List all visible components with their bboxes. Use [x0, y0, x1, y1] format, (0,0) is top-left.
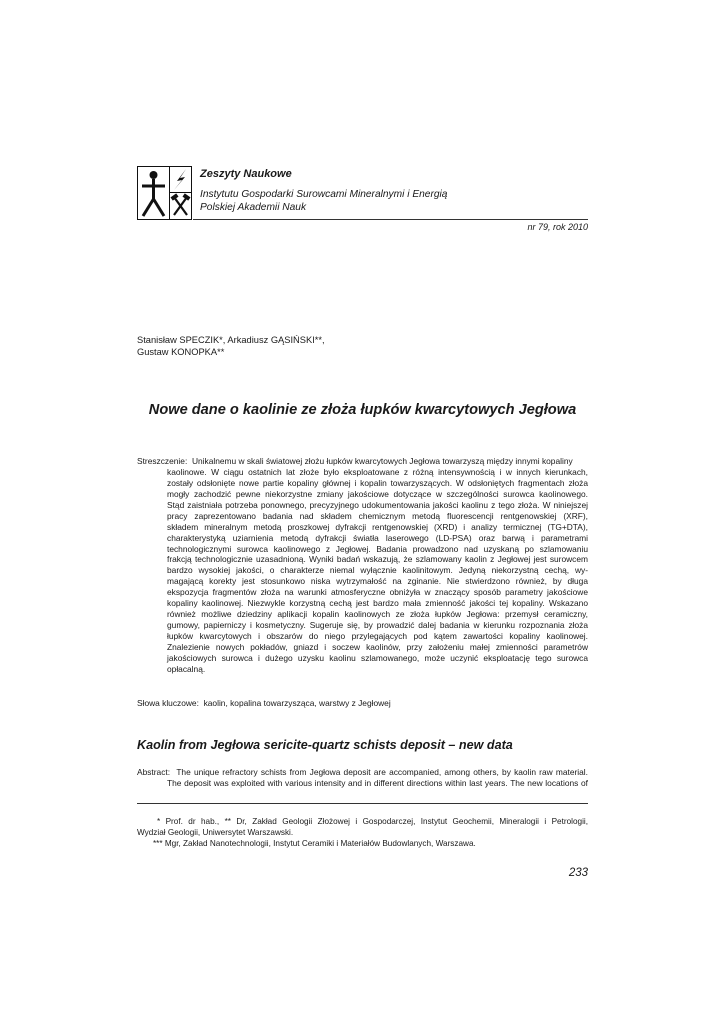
keywords-label: Słowa kluczowe: — [137, 698, 199, 708]
header-rule — [193, 219, 588, 220]
abstract-pl-line: frakcją technologicznie uzasadnioną. Wyniki badań wskazują, że szlamowany kaolin z Jegłowej jest surowcem — [167, 554, 588, 565]
abstract-pl-line: charakterystyką uziarnienia metodą dyfrakcji światła laserowego (LD-PSA) oraz barwą i parametrami — [167, 532, 588, 543]
abstract-pl-line: łupków kwarcytowych i obszarów do niego przylegających pod kątem zawartości kopaliny kaolinowej. — [167, 631, 588, 642]
abstract-pl-first-line — [137, 456, 588, 467]
abstract-en-first-line — [137, 767, 588, 778]
abstract-pl-line: mogły zachodzić pewne niekorzystne zmiany jakościowe dotyczące w szczególności surowca kaolinowego. — [167, 488, 588, 499]
abstract-en-line-2: The deposit was exploited with various intensity and in different directions within last years. The new locations of — [167, 778, 588, 789]
footnote-rule — [137, 803, 588, 804]
journal-name: Zeszyty Naukowe — [200, 168, 292, 180]
abstract-en-first-text: The unique refractory schists from Jegłowa deposit are accompanied, among others, by kaolin raw material. — [176, 767, 588, 777]
abstract-pl-line: opłacalną. — [167, 663, 206, 674]
abstract-pl-first-text: Unikalnemu w skali światowej złożu łupków kwarcytowych Jegłowa towarzyszą między innymi kopaliny — [191, 456, 573, 466]
abstract-pl-line: technologicznymi surowca kaolinowego z Jegłowej. Badania prowadzono nad uzyskaną po szlamowaniu — [167, 543, 588, 554]
institute-line-2: Polskiej Akademii Nauk — [200, 201, 307, 213]
abstract-pl — [137, 456, 588, 675]
institute-line-1: Instytutu Gospodarki Surowcami Mineralnymi i Energią — [200, 189, 448, 200]
journal-logo-icon — [137, 166, 193, 220]
abstract-pl-body — [137, 467, 588, 675]
abstract-en — [137, 767, 588, 790]
authors-line-2: Gustaw KONOPKA** — [137, 347, 225, 357]
article-title-en: Kaolin from Jegłowa sericite-quartz schists deposit – new data — [137, 738, 513, 752]
author-list — [137, 334, 325, 358]
footnote-2: *** Mgr, Zakład Nanotechnologii, Instytut Ceramiki i Materiałów Budowlanych, Warszawa. — [153, 839, 476, 849]
issue-number: nr 79, rok 2010 — [527, 222, 588, 232]
abstract-pl-line: jakościowych surowca i dużego uzysku kaolinu szlamowanego, może uczynić eksploatację tego surowca — [167, 652, 588, 663]
abstract-pl-line: gumowy, papierniczy i kosmetyczny. Sugeruje się, by prowadzić dalej badania w kierunku rozpoznania złoża — [167, 620, 588, 631]
abstract-pl-line: kaolinowe. W ciągu ostatnich lat złoże było eksploatowane z różną intensywnością i w innych kierunkach, — [167, 466, 588, 477]
abstract-pl-line: również możliwe dziedziny aplikacji kopalin kaolinowych ze złoża łupków Jegłowa: przemysł ceramiczny, — [167, 609, 588, 620]
keywords — [137, 698, 391, 708]
abstract-pl-line: bardzo wysokiej jakości, o charakterze niemal wyłącznie kaolinitowym. Jedyną niekorzystną cechą, wy- — [167, 565, 588, 576]
footnote-1-line-2: Wydział Geologii, Uniwersytet Warszawski. — [137, 828, 294, 838]
authors-line-1: Stanisław SPECZIK*, Arkadiusz GĄSIŃSKI**, — [137, 335, 325, 345]
keywords-text: kaolin, kopalina towarzysząca, warstwy z Jegłowej — [203, 698, 391, 708]
abstract-pl-line: składem mineralnym metodą proszkowej dyfrakcji rentgenowskiej (XRD) i analizy termicznej (TG+DTA), — [167, 521, 588, 532]
abstract-pl-line: zostały odsłonięte nowe partie kopaliny głównej i kopalin towarzyszących. W odsłoniętych fragmentach złoża — [167, 477, 588, 488]
page-number: 233 — [568, 867, 588, 879]
abstract-pl-line: ekspozycja fragmentów złoża na warunki atmosferyczne obniżyła w znaczący sposób parametry jakościowe — [167, 587, 588, 598]
abstract-pl-line: Stąd zaistniała potrzeba ponownego, precyzyjnego udokumentowania jakości kaolinu z tego złoża. W niniejszej — [167, 499, 588, 510]
abstract-pl-line: magającą korekty jest stosunkowo niska wytrzymałość na zginanie. Nie stwierdzono również, by długa — [167, 576, 588, 587]
abstract-en-label: Abstract: — [137, 767, 171, 777]
abstract-pl-line: pracy zaprezentowano badania nad składem chemicznym metodą fluorescencji rentgenowskiej (XRF), — [167, 510, 588, 521]
footnote-1-line-1: * Prof. dr hab., ** Dr, Zakład Geologii Złożowej i Gospodarczej, Instytut Geochemii, Mineralogii i Petrologii, — [157, 817, 588, 826]
abstract-pl-label: Streszczenie: — [137, 456, 188, 466]
footnotes — [137, 816, 588, 850]
journal-institute — [200, 189, 447, 214]
article-title-pl: Nowe dane o kaolinie ze złoża łupków kwarcytowych Jegłowa — [148, 402, 577, 418]
abstract-pl-line: Znalezienie nowych pokładów, gniazd i soczew kaolinów, przy założeniu małej zmienności parametrów — [167, 641, 588, 652]
abstract-pl-line: kopaliny kaolinowej. Niezwykle korzystną cechą jest bardzo mała zmienność jakości tej kopaliny. Wskazano — [167, 598, 588, 609]
